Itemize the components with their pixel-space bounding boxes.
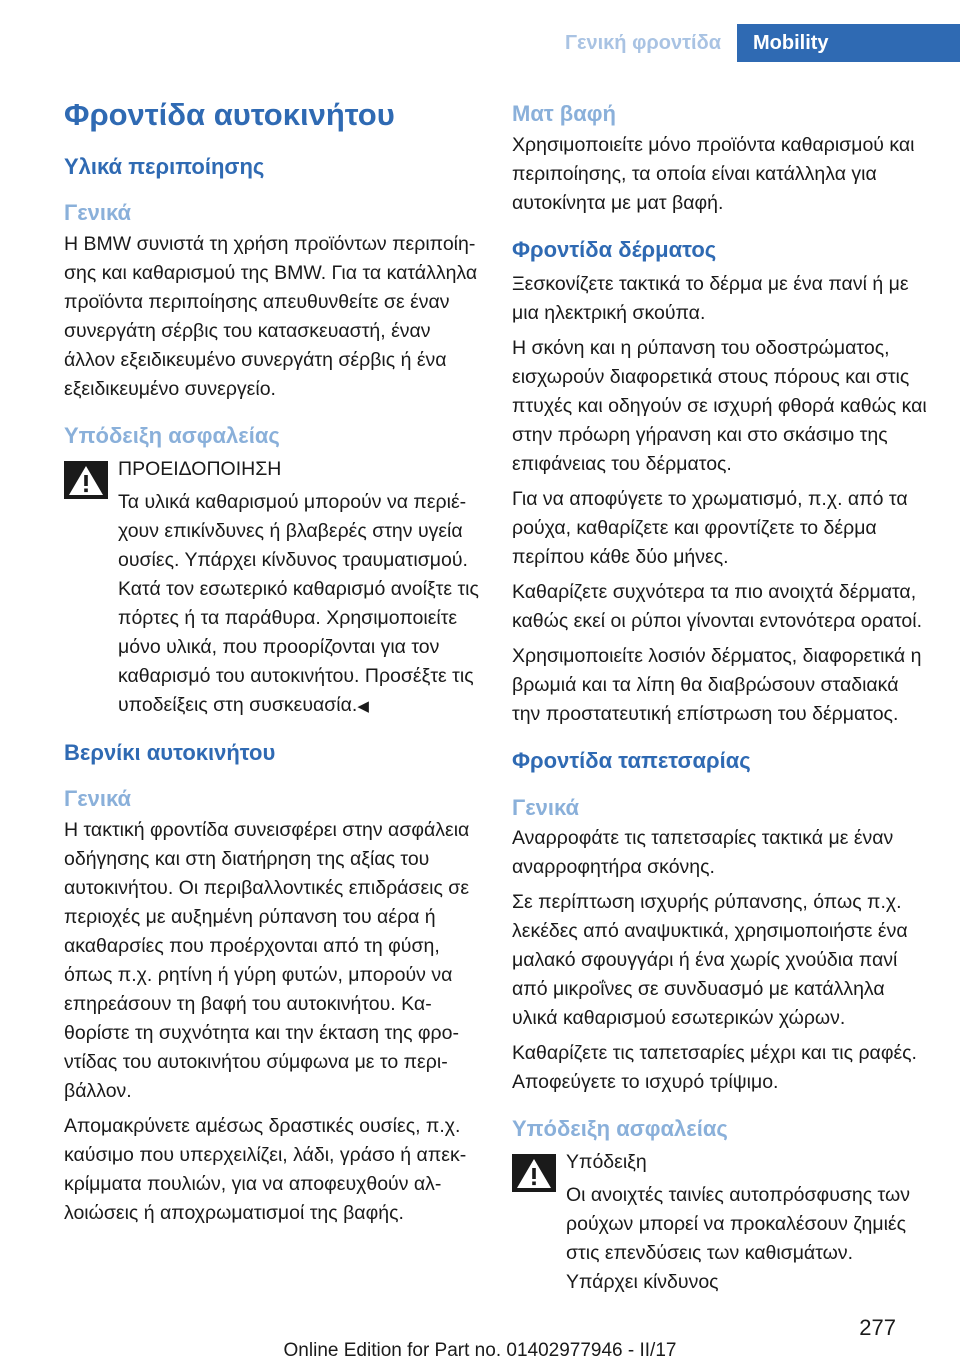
upholstery-paragraph-3: Καθαρίζετε τις ταπετσαρίες μέχρι και τις ραφές. Αποφεύγετε το ισχυρό τρίψιμο.	[512, 1042, 917, 1094]
matte-paint-heading: Ματ βαφή	[512, 101, 616, 126]
note-label: Υπόδειξη	[566, 1150, 647, 1173]
safety-heading: Υπόδειξη ασφαλείας	[64, 422, 280, 448]
page-title: Φροντίδα αυτοκινήτου	[64, 97, 395, 132]
note-text: Οι ανοιχτές ταινίες αυτοπρόσφυσης των ρούχων μπορεί να προκαλέσουν ζημιές στις επενδύσεις των καθισμάτων. Υπάρχει κίνδυνος	[566, 1183, 910, 1293]
edition-footer: Online Edition for Part no. 01402977946 - II/17	[283, 1340, 677, 1361]
note-block	[512, 1148, 928, 1297]
leather-paragraph-4: Καθαρίζετε συχνότερα τα πιο ανοιχτά δέρματα, καθώς εκεί οι ρύποι γίνονται εντονότερα ορατοί.	[512, 581, 923, 633]
tab-mobility[interactable]: Mobility	[737, 24, 960, 62]
car-wax-heading: Βερνίκι αυτοκινήτου	[64, 739, 276, 765]
matte-paint-paragraph: Χρησιμοποιείτε μόνο προϊόντα καθαρισμού και περιποίησης, τα οποία είναι κατάλληλα για αυτοκίνητα με ματ βαφή.	[512, 133, 915, 214]
safety-heading-right: Υπόδειξη ασφαλείας	[512, 1116, 728, 1142]
general-paragraph: Η BMW συνιστά τη χρήση προϊόντων περιποίησης και καθαρισμού της BMW. Για τα κατάλληλα προϊόντα περιποίησης απευθυνθείτε σε έναν συνεργάτη σέρβις του κατασκευαστή, έναν άλλον εξειδικευμένο συνεργάτη σέρβις ή ένα εξειδικευμένο συνεργείο.	[64, 232, 478, 400]
upholstery-paragraph-1: Αναρροφάτε τις ταπετσαρίες τακτικά με έναν αναρροφητήρα σκόνης.	[512, 827, 894, 879]
car-wax-general-heading: Γενικά	[64, 786, 132, 812]
end-mark-icon: ◀	[357, 697, 369, 715]
upholstery-general-heading: Γενικά	[512, 794, 580, 820]
upholstery-paragraph-2: Σε περίπτωση ισχυρής ρύπανσης, όπως π.χ. λεκέδες από αναψυκτικά, χρησιμοποιήστε ένα μαλακό σφουγγάρι ή ένα χωρίς χνούδια πανί από μικροΐνες σε συνδυασμό με κατάλληλα υλικά καθαρισμού εσωτερικών χώρων.	[512, 891, 908, 1030]
care-materials-heading: Υλικά περιποίησης	[64, 153, 265, 179]
car-wax-paragraph-2: Απομακρύνετε αμέσως δραστικές ουσίες, π.χ. καύσιμο που υπερχειλίζει, λάδι, γράσο ή απεκκρίμματα πουλιών, για να αποφευχθούν αλλοιώσεις ή αποχρωματισμοί της βαφής.	[64, 1114, 467, 1224]
left-column	[64, 96, 480, 1234]
car-wax-paragraph-1: Η τακτική φροντίδα συνεισφέρει στην ασφάλεια οδήγησης και στη διατήρηση της αξίας του αυτοκινήτου. Οι περιβαλλοντικές επιδράσεις σε περιοχές με αυξημένη ρύπανση του αέρα ή ακαθαρσίες που προέρχονται από τη φύση, όπως π.χ. ρητίνη ή γύρη φυτών, μπορούν να επηρεάσουν τη βαφή του αυτοκινήτου. Καθορίστε τη συχνότητα και την έκταση της φροντίδας του αυτοκινήτου σύμφωνα με το περιβάλλον.	[64, 818, 470, 1102]
leather-care-heading: Φροντίδα δέρματος	[512, 236, 717, 262]
upholstery-care-heading: Φροντίδα ταπετσαρίας	[512, 748, 751, 774]
warning-icon	[512, 1154, 556, 1192]
page-number: 277	[859, 1315, 896, 1340]
warning-text: Τα υλικά καθαρισμού μπορούν να περιέχουν επικίνδυνες ή βλαβερές στην υγεία ουσίες. Υπάρχει κίνδυνος τραυματισμού. Κατά τον εσωτερικό καθαρισμό ανοίξτε τις πόρτες ή τα παράθυρα. Χρησιμοποιείτε μόνο υλικά, που προορίζονται για τον καθαρισμό του αυτοκινήτου. Προσέξτε τις υποδείξεις στη συσκευασία.	[118, 490, 479, 716]
warning-block	[64, 455, 480, 721]
general-heading: Γενικά	[64, 200, 132, 226]
leather-paragraph-1: Ξεσκονίζετε τακτικά το δέρμα με ένα πανί ή με μια ηλεκτρική σκούπα.	[512, 273, 909, 325]
leather-paragraph-3: Για να αποφύγετε το χρωματισμό, π.χ. από τα ρούχα, καθαρίζετε και φροντίζετε το δέρμα περίπου κάθε δύο μήνες.	[512, 488, 908, 569]
header-tabs	[549, 24, 960, 62]
leather-paragraph-2: Η σκόνη και η ρύπανση του οδοστρώματος, εισχωρούν διαφορετικά στους πόρους και στις πτυχές και οδηγούν σε ισχυρή φθορά καθώς και στην πρόωρη γήρανση και στο σκάσιμο της επιφάνειας του δέρματος.	[512, 337, 927, 476]
warning-icon	[64, 461, 108, 499]
leather-paragraph-5: Χρησιμοποιείτε λοσιόν δέρματος, διαφορετικά η βρωμιά και τα λίπη θα διαβρώσουν σταδιακά την προστατευτική επίστρωση του δέρματος.	[512, 645, 922, 726]
tab-general-care[interactable]: Γενική φροντίδα	[564, 31, 721, 54]
right-column	[512, 96, 928, 1301]
warning-label: ΠΡΟΕΙΔΟΠΟΙΗΣΗ	[118, 457, 282, 480]
